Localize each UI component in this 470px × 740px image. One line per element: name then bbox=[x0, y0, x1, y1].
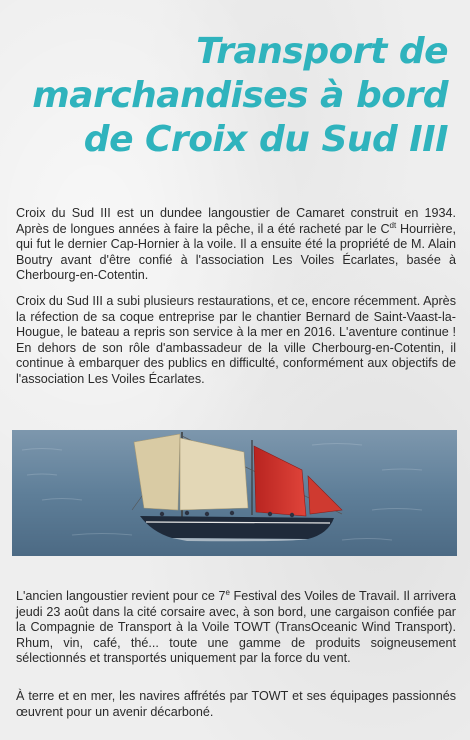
paragraph-towt: À terre et en mer, les navires affrétés par TOWT et ses équipages passionnés œuvrent pour un avenir décarboné. bbox=[16, 689, 456, 719]
hull bbox=[140, 516, 334, 539]
title-line-2: marchandises à bord bbox=[32, 75, 448, 116]
paragraph-history-text-a: Croix du Sud III est un dundee langoustier de Camaret construit en 1934. Après de longues années à faire la pêche, il a été racheté par le C bbox=[16, 206, 456, 236]
paragraph-restoration: Croix du Sud III a subi plusieurs restaurations, et ce, encore récemment. Après la réfection de sa coque entreprise par le chantier Bernard de Saint-Vaast-la-Hougue, le bateau a repris son service à la mer en 2016. L'aventure continue ! En dehors de son rôle d'ambassadeur de la ville Cherbourg-en-Cotentin, il continue à embarquer des publics en difficulté, conformément aux objectifs de l'association Les Voiles Écarlates. bbox=[16, 294, 456, 386]
sailboat-illustration bbox=[12, 430, 457, 556]
paragraph-festival bbox=[16, 589, 456, 667]
title-line-3: de Croix du Sud III bbox=[83, 119, 448, 160]
sailboat-photo bbox=[12, 430, 457, 556]
superscript-dt: dt bbox=[389, 220, 397, 230]
superscript-e: e bbox=[225, 587, 230, 597]
page-title bbox=[18, 30, 448, 162]
paragraph-history bbox=[16, 206, 456, 284]
title-line-1: Transport de bbox=[196, 31, 448, 72]
paragraph-festival-text-b: Festival des Voiles de Travail. Il arrivera jeudi 23 août dans la cité corsaire avec, à son bord, une cargaison confiée par la Compagnie de Transport à la Voile TOWT (TransOceanic Wind Transport). Rhum, vin, café, thé... toute une gamme de produits soigneusement sélectionnés et transportés uniquement par la force du vent. bbox=[16, 589, 456, 666]
paragraph-festival-text-a: L'ancien langoustier revient pour ce 7 bbox=[16, 589, 226, 603]
paragraph-history-text-b: Hourrière, qui fut le dernier Cap-Hornier à la voile. Il a ensuite été la propriété de M. Alain Boutry avant d'être confié à l'association Les Voiles Écarlates, basée à Cherbourg-en-Cotentin. bbox=[16, 221, 456, 283]
